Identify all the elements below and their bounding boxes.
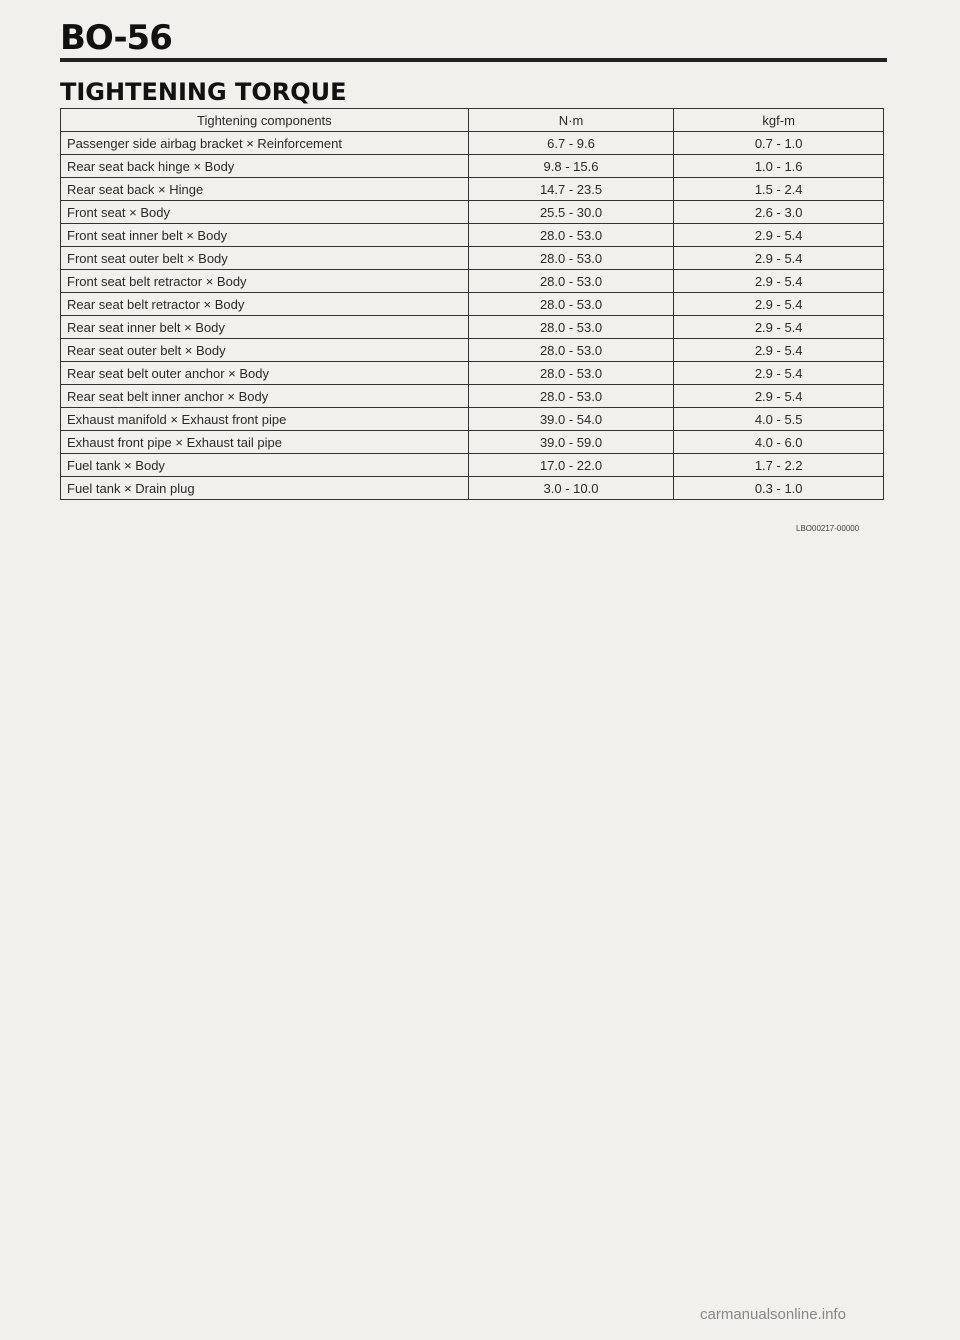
torque-table bbox=[60, 108, 884, 500]
nm-cell: 3.0 - 10.0 bbox=[468, 477, 674, 500]
kgfm-cell: 4.0 - 5.5 bbox=[674, 408, 884, 431]
nm-cell: 39.0 - 59.0 bbox=[468, 431, 674, 454]
component-cell: Exhaust manifold × Exhaust front pipe bbox=[61, 408, 469, 431]
kgfm-cell: 2.9 - 5.4 bbox=[674, 270, 884, 293]
figure-ref-code: LBO00217-00000 bbox=[796, 524, 860, 533]
component-cell: Rear seat back hinge × Body bbox=[61, 155, 469, 178]
section-title: TIGHTENING TORQUE bbox=[60, 78, 347, 106]
table-row bbox=[61, 477, 884, 500]
header-rule bbox=[60, 58, 887, 62]
nm-cell: 28.0 - 53.0 bbox=[468, 270, 674, 293]
component-cell: Rear seat belt outer anchor × Body bbox=[61, 362, 469, 385]
header-kgfm: kgf-m bbox=[674, 109, 884, 132]
component-cell: Front seat inner belt × Body bbox=[61, 224, 469, 247]
table-row bbox=[61, 339, 884, 362]
table-row bbox=[61, 201, 884, 224]
table-row bbox=[61, 178, 884, 201]
table-row bbox=[61, 316, 884, 339]
nm-cell: 28.0 - 53.0 bbox=[468, 385, 674, 408]
kgfm-cell: 2.9 - 5.4 bbox=[674, 224, 884, 247]
kgfm-cell: 0.7 - 1.0 bbox=[674, 132, 884, 155]
kgfm-cell: 1.5 - 2.4 bbox=[674, 178, 884, 201]
component-cell: Rear seat outer belt × Body bbox=[61, 339, 469, 362]
page-code: BO-56 bbox=[60, 18, 172, 58]
kgfm-cell: 2.6 - 3.0 bbox=[674, 201, 884, 224]
kgfm-cell: 1.7 - 2.2 bbox=[674, 454, 884, 477]
component-cell: Rear seat belt retractor × Body bbox=[61, 293, 469, 316]
table-row bbox=[61, 454, 884, 477]
nm-cell: 28.0 - 53.0 bbox=[468, 293, 674, 316]
kgfm-cell: 2.9 - 5.4 bbox=[674, 385, 884, 408]
table-row bbox=[61, 270, 884, 293]
table-row bbox=[61, 247, 884, 270]
component-cell: Front seat × Body bbox=[61, 201, 469, 224]
table-header-row bbox=[61, 109, 884, 132]
component-cell: Rear seat belt inner anchor × Body bbox=[61, 385, 469, 408]
kgfm-cell: 2.9 - 5.4 bbox=[674, 247, 884, 270]
header-components: Tightening components bbox=[61, 109, 469, 132]
component-cell: Rear seat inner belt × Body bbox=[61, 316, 469, 339]
component-cell: Front seat outer belt × Body bbox=[61, 247, 469, 270]
component-cell: Fuel tank × Body bbox=[61, 454, 469, 477]
nm-cell: 39.0 - 54.0 bbox=[468, 408, 674, 431]
kgfm-cell: 2.9 - 5.4 bbox=[674, 316, 884, 339]
table-row bbox=[61, 132, 884, 155]
nm-cell: 28.0 - 53.0 bbox=[468, 339, 674, 362]
nm-cell: 14.7 - 23.5 bbox=[468, 178, 674, 201]
nm-cell: 28.0 - 53.0 bbox=[468, 247, 674, 270]
component-cell: Exhaust front pipe × Exhaust tail pipe bbox=[61, 431, 469, 454]
nm-cell: 28.0 - 53.0 bbox=[468, 362, 674, 385]
component-cell: Fuel tank × Drain plug bbox=[61, 477, 469, 500]
nm-cell: 17.0 - 22.0 bbox=[468, 454, 674, 477]
table-row bbox=[61, 293, 884, 316]
kgfm-cell: 2.9 - 5.4 bbox=[674, 339, 884, 362]
nm-cell: 28.0 - 53.0 bbox=[468, 224, 674, 247]
kgfm-cell: 2.9 - 5.4 bbox=[674, 362, 884, 385]
nm-cell: 9.8 - 15.6 bbox=[468, 155, 674, 178]
table-row bbox=[61, 224, 884, 247]
component-cell: Front seat belt retractor × Body bbox=[61, 270, 469, 293]
kgfm-cell: 1.0 - 1.6 bbox=[674, 155, 884, 178]
component-cell: Rear seat back × Hinge bbox=[61, 178, 469, 201]
nm-cell: 28.0 - 53.0 bbox=[468, 316, 674, 339]
table-row bbox=[61, 362, 884, 385]
kgfm-cell: 0.3 - 1.0 bbox=[674, 477, 884, 500]
nm-cell: 6.7 - 9.6 bbox=[468, 132, 674, 155]
kgfm-cell: 4.0 - 6.0 bbox=[674, 431, 884, 454]
kgfm-cell: 2.9 - 5.4 bbox=[674, 293, 884, 316]
header-nm: N·m bbox=[468, 109, 674, 132]
component-cell: Passenger side airbag bracket × Reinforcement bbox=[61, 132, 469, 155]
table-row bbox=[61, 385, 884, 408]
table-row bbox=[61, 155, 884, 178]
nm-cell: 25.5 - 30.0 bbox=[468, 201, 674, 224]
table-row bbox=[61, 408, 884, 431]
watermark-text: carmanualsonline.info bbox=[700, 1306, 846, 1323]
table-row bbox=[61, 431, 884, 454]
